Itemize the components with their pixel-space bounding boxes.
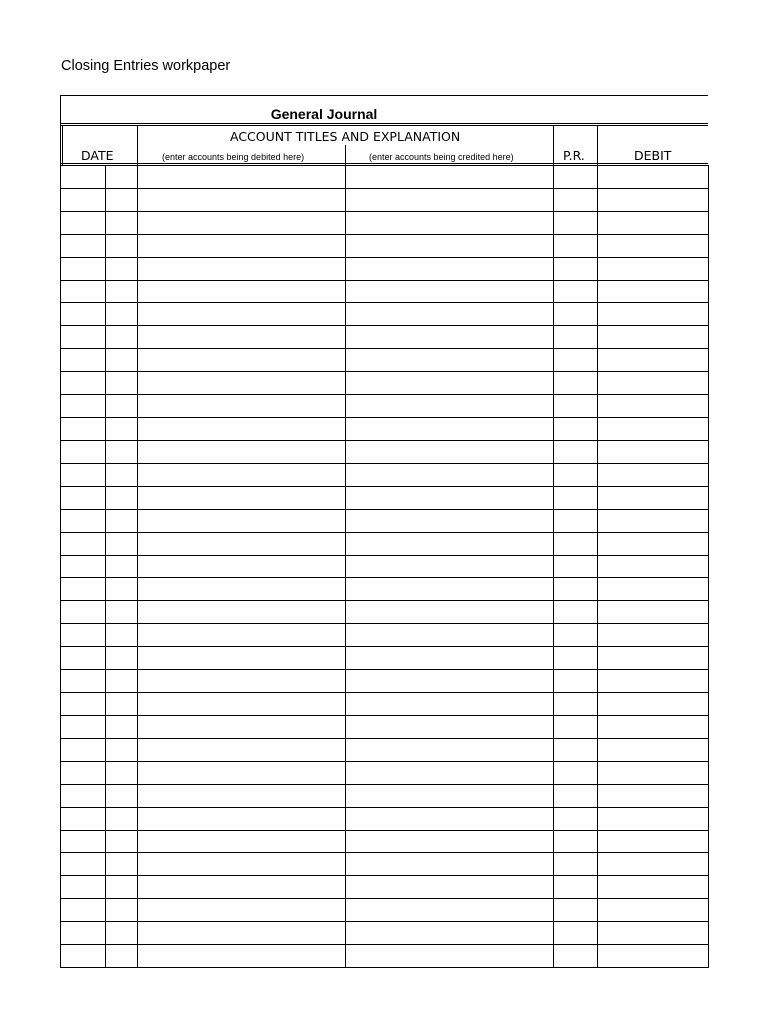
row-rule (60, 463, 708, 464)
journal-left-border-inner (62, 125, 63, 165)
row-rule (60, 257, 708, 258)
row-rule (60, 532, 708, 533)
header-bottom-rule (60, 163, 708, 164)
row-rule (60, 623, 708, 624)
row-rule (60, 486, 708, 487)
journal-row[interactable] (61, 394, 708, 417)
journal-row[interactable] (61, 532, 708, 555)
journal-row[interactable] (61, 165, 708, 188)
journal-row[interactable] (61, 234, 708, 257)
journal-row[interactable] (61, 371, 708, 394)
row-rule (60, 509, 708, 510)
document-title: Closing Entries workpaper (61, 58, 231, 74)
credited-accounts-hint: (enter accounts being credited here) (369, 152, 514, 162)
header-top-rule (60, 123, 708, 124)
row-rule (60, 784, 708, 785)
journal-row[interactable] (61, 280, 708, 303)
journal-row[interactable] (61, 921, 708, 944)
journal-row[interactable] (61, 807, 708, 830)
row-rule (60, 967, 708, 968)
journal-row[interactable] (61, 486, 708, 509)
header-bottom-rule-inner (60, 165, 708, 166)
journal-row[interactable] (61, 555, 708, 578)
date-header: DATE (81, 148, 114, 163)
journal-title: General Journal (270, 106, 378, 122)
row-rule (60, 669, 708, 670)
column-rule-5 (708, 165, 709, 968)
row-rule (60, 577, 708, 578)
row-rule (60, 600, 708, 601)
row-rule (60, 830, 708, 831)
row-rule (60, 417, 708, 418)
row-rule (60, 211, 708, 212)
journal-row[interactable] (61, 944, 708, 967)
debit-header: DEBIT (634, 148, 672, 163)
journal-row[interactable] (61, 600, 708, 623)
journal-row[interactable] (61, 784, 708, 807)
row-rule (60, 555, 708, 556)
column-rule-0 (105, 165, 106, 968)
header-sep-pr (553, 125, 554, 165)
column-rule-1 (137, 165, 138, 968)
row-rule (60, 234, 708, 235)
column-rule-2 (345, 165, 346, 968)
row-rule (60, 280, 708, 281)
header-sep-date (137, 125, 138, 165)
journal-row[interactable] (61, 440, 708, 463)
journal-row[interactable] (61, 875, 708, 898)
row-rule (60, 921, 708, 922)
row-rule (60, 325, 708, 326)
header-top-rule-inner (60, 125, 708, 126)
row-rule (60, 807, 708, 808)
column-rule-4 (597, 165, 598, 968)
journal-row[interactable] (61, 257, 708, 280)
row-rule (60, 738, 708, 739)
journal-row[interactable] (61, 692, 708, 715)
header-sep-accounts (345, 145, 346, 165)
row-rule (60, 646, 708, 647)
account-titles-header: ACCOUNT TITLES AND EXPLANATION (230, 129, 461, 144)
journal-row[interactable] (61, 898, 708, 921)
journal-row[interactable] (61, 417, 708, 440)
journal-row[interactable] (61, 463, 708, 486)
row-rule (60, 371, 708, 372)
journal-row[interactable] (61, 738, 708, 761)
journal-row[interactable] (61, 646, 708, 669)
row-rule (60, 715, 708, 716)
journal-row[interactable] (61, 830, 708, 853)
journal-row[interactable] (61, 761, 708, 784)
column-rule-3 (553, 165, 554, 968)
journal-row[interactable] (61, 715, 708, 738)
row-rule (60, 944, 708, 945)
debited-accounts-hint: (enter accounts being debited here) (162, 152, 305, 162)
row-rule (60, 394, 708, 395)
journal-row[interactable] (61, 669, 708, 692)
journal-row[interactable] (61, 852, 708, 875)
row-rule (60, 875, 708, 876)
journal-row[interactable] (61, 325, 708, 348)
row-rule (60, 761, 708, 762)
header-sep-debit (597, 125, 598, 165)
row-rule (60, 188, 708, 189)
pr-header: P.R. (563, 148, 585, 163)
journal-top-border (60, 95, 708, 96)
journal-row[interactable] (61, 188, 708, 211)
journal-row[interactable] (61, 211, 708, 234)
journal-row[interactable] (61, 623, 708, 646)
row-rule (60, 852, 708, 853)
row-rule (60, 692, 708, 693)
row-rule (60, 348, 708, 349)
journal-row[interactable] (61, 348, 708, 371)
row-rule (60, 898, 708, 899)
row-rule (60, 440, 708, 441)
journal-row[interactable] (61, 302, 708, 325)
journal-row[interactable] (61, 509, 708, 532)
journal-row[interactable] (61, 577, 708, 600)
row-rule (60, 302, 708, 303)
